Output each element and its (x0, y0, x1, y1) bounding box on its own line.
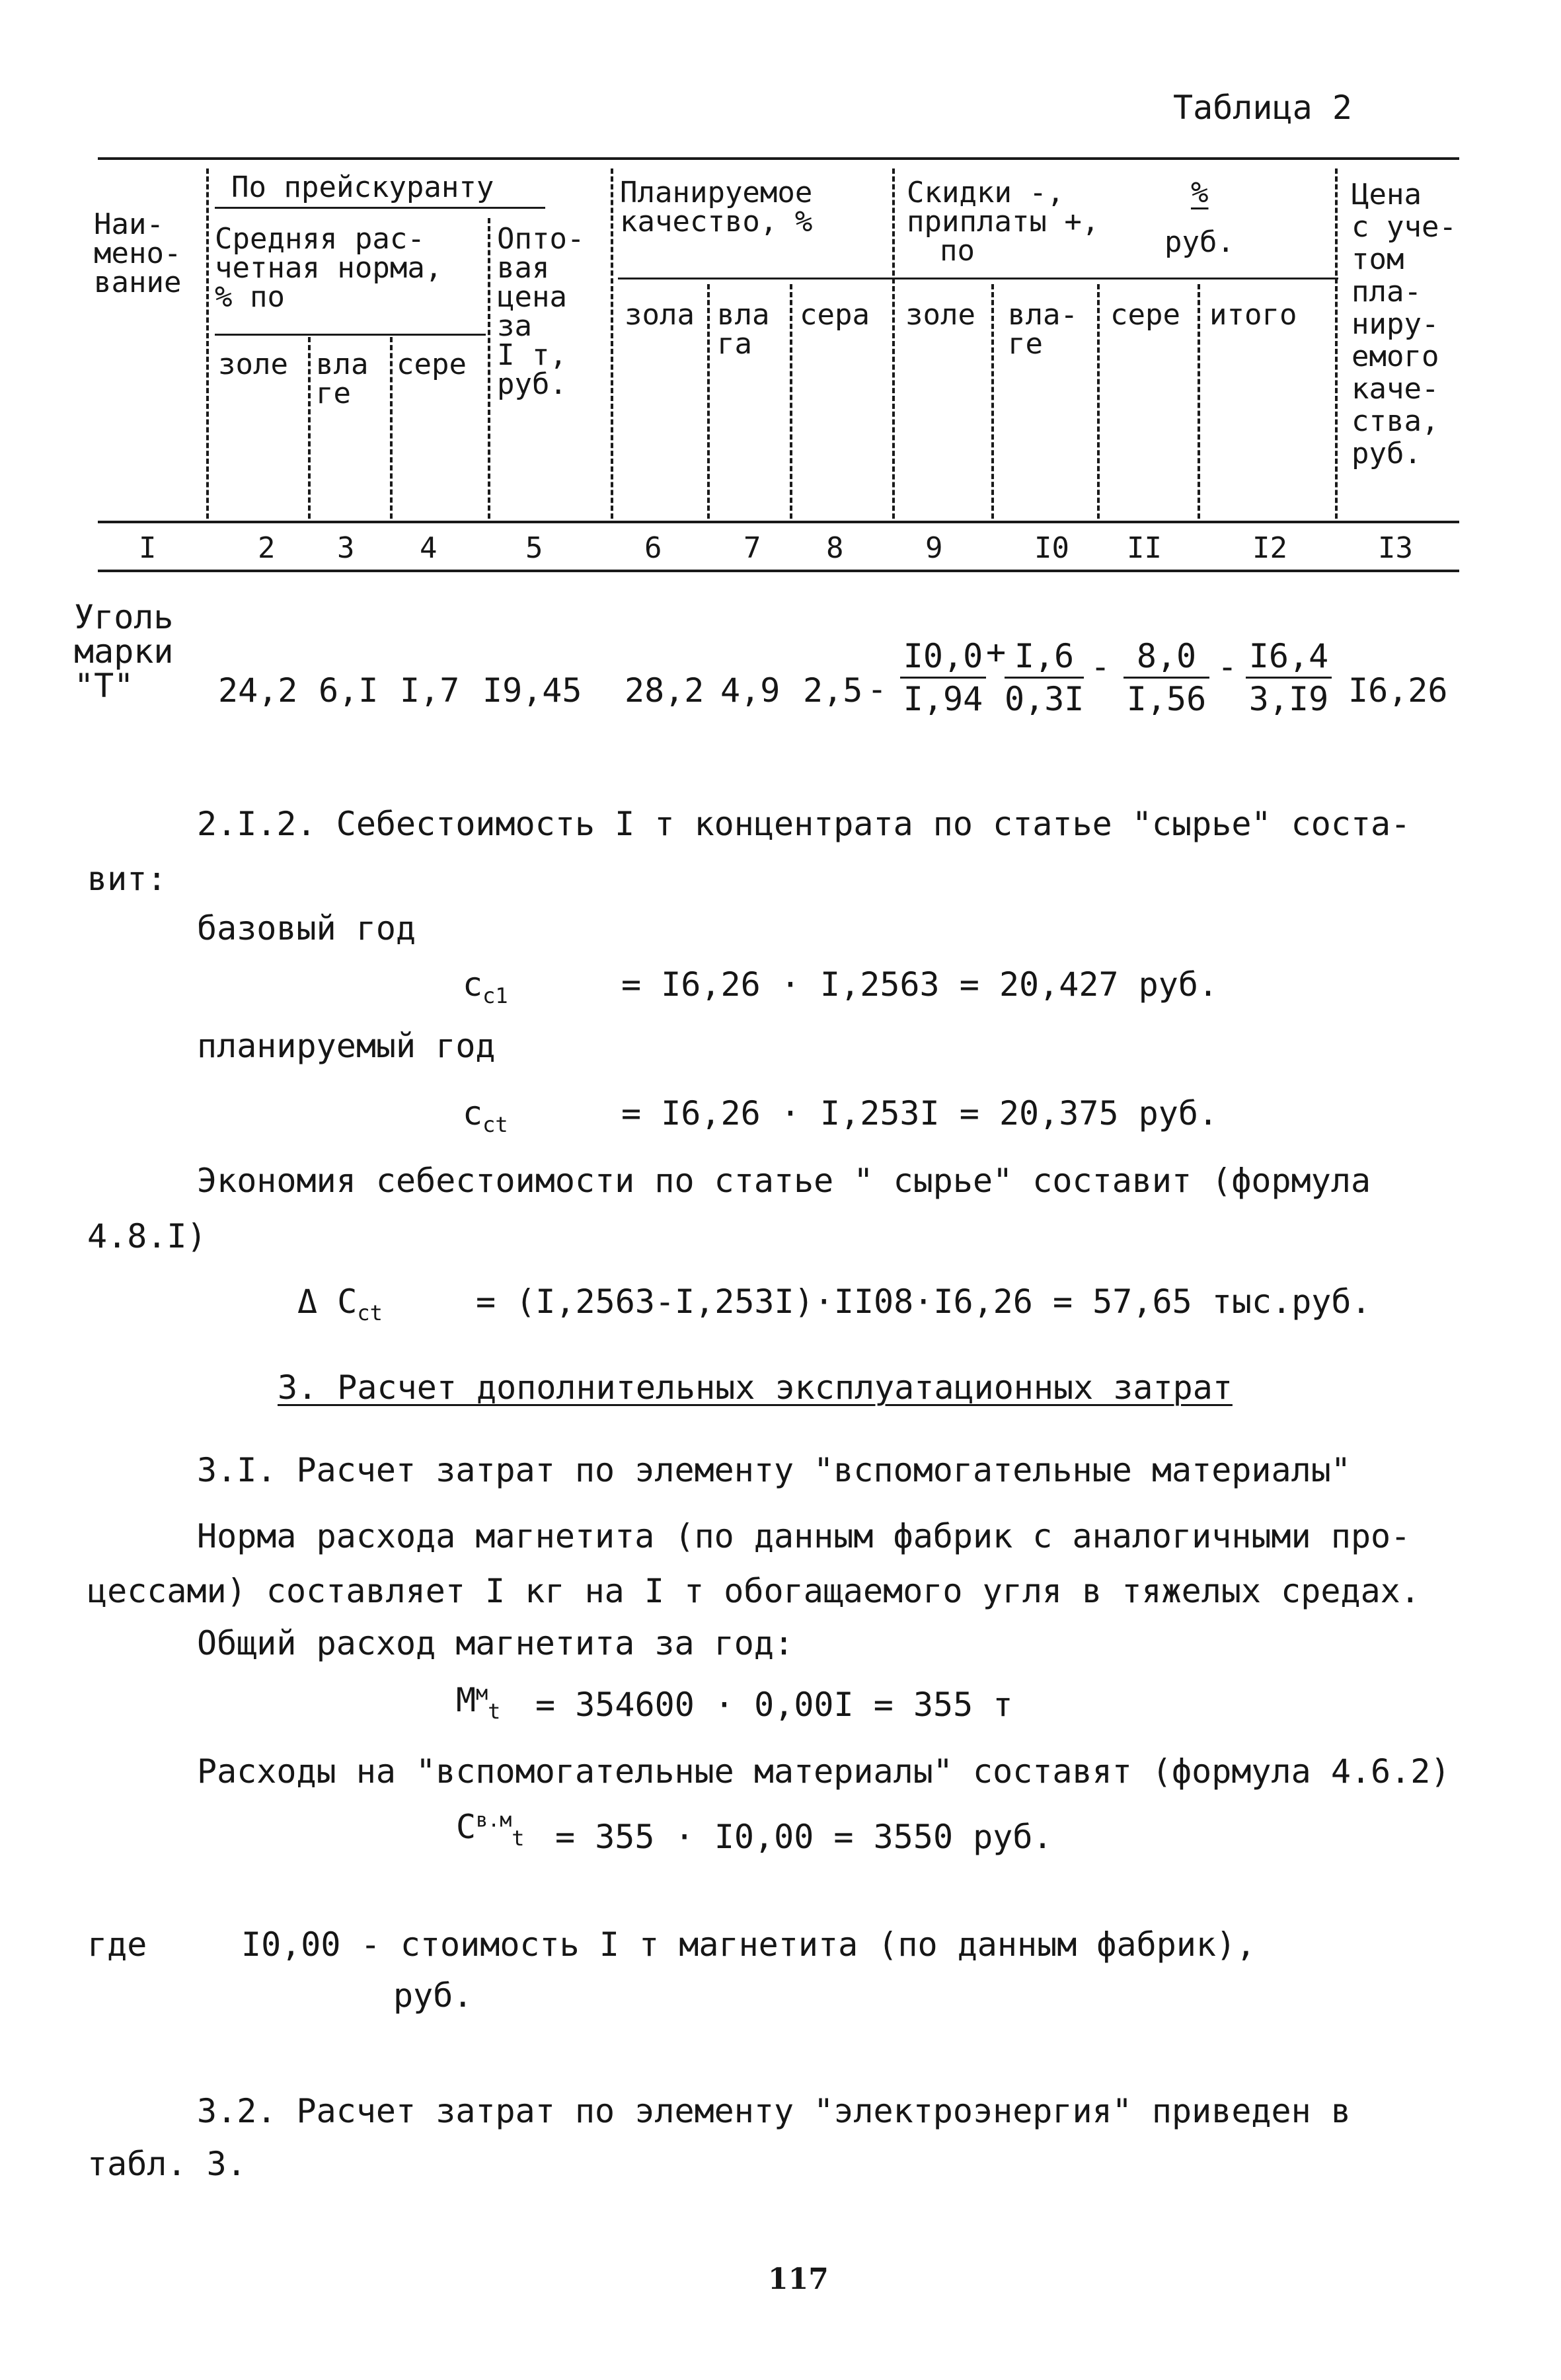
header-discounts-unit-bottom: руб. (1164, 225, 1235, 259)
header-price: Цена с уче- том пла- ниру- емого каче- ства, руб. (1352, 178, 1457, 470)
eq4-rhs: = 354600 · 0,00I = 355 т (535, 1686, 1013, 1724)
where-text-cont: руб. (393, 1976, 473, 2015)
table-caption: Таблица 2 (1173, 89, 1352, 127)
fraction-total: $\frac{I6,4}{3,I9}$ (1246, 640, 1332, 716)
col-number: 4 (420, 531, 438, 565)
col-sep (1335, 168, 1338, 519)
header-p-sulfur: сера (800, 298, 870, 332)
col-sep (206, 168, 209, 519)
sign-minus: - (1217, 648, 1238, 686)
numbers-bottom-rule (98, 570, 1459, 572)
col-number: I3 (1378, 531, 1413, 565)
fraction-moisture: $\frac{I,6}{0,3I}$ (1005, 637, 1085, 718)
col-sep (991, 284, 994, 519)
col-number: II (1127, 531, 1162, 565)
header-price-list: По прейскуранту (231, 170, 494, 204)
col-number: 2 (258, 531, 276, 565)
cell-price: I6,26 (1348, 671, 1448, 710)
header-calc-norm: Средняя рас- четная норма, % по (215, 222, 443, 314)
header-planned-quality: Планируемое качество, % (620, 176, 813, 239)
fraction-sulfur: $\frac{8,0}{I,56}$ (1123, 640, 1209, 716)
col-number: I2 (1252, 531, 1287, 565)
economy-paragraph-cont: 4.8.I) (87, 1217, 207, 1255)
row-name: Уголь марки "Т" (74, 598, 174, 705)
header-d-total: итого (1209, 298, 1297, 332)
price-list-underline (215, 207, 545, 209)
sign-minus: - (867, 670, 888, 708)
col-sep (611, 168, 613, 519)
section-3-title: 3. Расчет дополнительных эксплуатационных затрат (278, 1368, 1233, 1407)
cell-moisture: 6,I (319, 671, 379, 710)
where-label: где (87, 1925, 147, 1964)
header-name: Наи- мено- вание (94, 207, 182, 299)
col-number: 5 (525, 531, 543, 565)
cell-sulfur: I,7 (400, 671, 460, 710)
col-sep (707, 284, 710, 519)
col-sep (1097, 284, 1100, 519)
col-number: 3 (337, 531, 355, 565)
header-p-moisture: вла га (717, 298, 770, 361)
calc-norm-rule (215, 334, 486, 336)
header-p-ash: зола (625, 298, 695, 332)
col-sep (892, 168, 895, 519)
paragraph-3-1: 3.I. Расчет затрат по элементу "вспомогательные материалы" (197, 1451, 1351, 1489)
cell-p-moisture: 4,9 (720, 671, 780, 710)
base-year-label: базовый год (197, 909, 416, 948)
col-sep (390, 337, 393, 519)
header-discounts: Скидки -, приплаты +, по (907, 176, 1100, 268)
cell-ash: 24,2 (218, 671, 298, 710)
cell-p-sulfur: 2,5 (803, 671, 863, 710)
header-d-sulfur: сере (1110, 298, 1180, 332)
header-moisture: вла ге (316, 348, 369, 410)
col-number: 8 (826, 531, 844, 565)
sign-minus: - (1090, 648, 1111, 686)
paragraph-3-2: 3.2. Расчет затрат по элементу "электроэнергия" приведен в (197, 2092, 1351, 2130)
col-number: 6 (644, 531, 662, 565)
eq2-lhs: $c_{ct}$ (463, 1094, 508, 1137)
eq5-rhs: = 355 · I0,00 = 3550 руб. (555, 1818, 1053, 1856)
eq1-lhs: $c_{c1}$ (463, 965, 508, 1008)
eq5-lhs: $C^{в.м}_t$ (456, 1808, 525, 1851)
economy-paragraph: Экономия себестоимости по статье " сырье" составит (формула (197, 1162, 1371, 1200)
eq3-rhs: = (I,2563-I,253I)·II08·I6,26 = 57,65 тыс.руб. (476, 1283, 1371, 1321)
header-wholesale: Опто- вая цена за I т, руб. (497, 222, 585, 401)
fraction-ash: $\frac{I0,0}{I,94}$ (900, 640, 986, 716)
cell-wholesale: I9,45 (482, 671, 582, 710)
header-d-ash: золе (905, 298, 975, 332)
col-sep (308, 337, 311, 519)
subheader-rule (618, 278, 1338, 279)
cell-p-ash: 28,2 (625, 671, 704, 710)
header-discounts-unit-top: % (1191, 176, 1209, 209)
header-bottom-rule (98, 521, 1459, 523)
paragraph-2-1-2: 2.I.2. Себестоимость I т концентрата по статье "сырье" соста- (197, 805, 1411, 843)
eq1-rhs: = I6,26 · I,2563 = 20,427 руб. (621, 965, 1219, 1004)
where-text: I0,00 - стоимость I т магнетита (по данным фабрик), (241, 1925, 1256, 1964)
col-number: 9 (925, 531, 943, 565)
sign-plus: + (986, 633, 1007, 671)
paragraph-2-1-2-cont: вит: (87, 860, 167, 898)
header-sulfur: сере (397, 348, 467, 381)
paragraph-aux: Расходы на "вспомогательные материалы" составят (формула 4.6.2) (197, 1752, 1451, 1791)
eq2-rhs: = I6,26 · I,253I = 20,375 руб. (621, 1094, 1219, 1133)
col-sep (488, 218, 490, 519)
paragraph-total: Общий расход магнетита за год: (197, 1624, 794, 1662)
plan-year-label: планируемый год (197, 1027, 496, 1065)
col-sep (790, 284, 792, 519)
col-number: 7 (743, 531, 761, 565)
page-number: 117 (768, 2262, 829, 2296)
col-number: I (139, 531, 157, 565)
col-sep (1198, 284, 1200, 519)
paragraph-3-2-cont: табл. 3. (87, 2145, 247, 2183)
paragraph-norm: Норма расхода магнетита (по данным фабрик с аналогичными про- (197, 1517, 1411, 1555)
header-d-moisture: вла- ге (1008, 298, 1078, 361)
eq3-lhs: Δ $C_{ct}$ (297, 1283, 383, 1325)
header-ash: золе (218, 348, 288, 381)
eq4-lhs: $M^м_t$ (456, 1681, 501, 1724)
col-number: I0 (1034, 531, 1069, 565)
table-top-rule (98, 157, 1459, 160)
paragraph-norm-cont: цессами) составляет I кг на I т обогащаемого угля в тяжелых средах. (87, 1572, 1420, 1610)
